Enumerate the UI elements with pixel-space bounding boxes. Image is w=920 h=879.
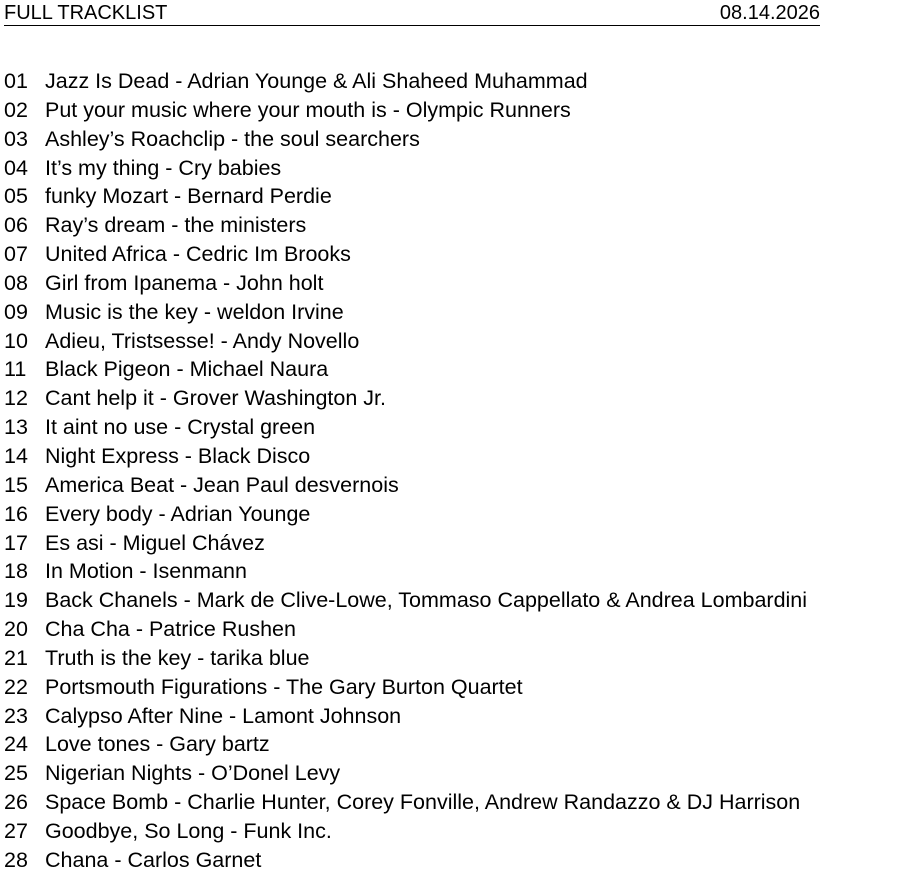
- track-number: 08: [4, 270, 28, 295]
- track-row: [4, 442, 807, 471]
- track-title: Cant help it - Grover Washington Jr.: [45, 386, 386, 411]
- track-number: 14: [4, 443, 28, 468]
- track-number: 22: [4, 674, 28, 699]
- track-row: [4, 298, 807, 327]
- track-row: [4, 96, 807, 125]
- track-row: [4, 355, 807, 384]
- track-number: 17: [4, 530, 28, 555]
- track-row: [4, 817, 807, 846]
- track-title: Adieu, Tristsesse! - Andy Novello: [45, 328, 360, 353]
- track-title: It’s my thing - Cry babies: [45, 155, 282, 180]
- track-title: Ray’s dream - the ministers: [45, 213, 307, 238]
- track-title: In Motion - Isenmann: [45, 559, 247, 584]
- track-title: Space Bomb - Charlie Hunter, Corey Fonville, Andrew Randazzo & DJ Harrison: [45, 790, 801, 815]
- track-title: Chana - Carlos Garnet: [45, 847, 262, 872]
- track-title: United Africa - Cedric Im Brooks: [45, 242, 351, 267]
- track-row: [4, 384, 807, 413]
- track-title: Love tones - Gary bartz: [45, 732, 270, 757]
- track-number: 12: [4, 386, 28, 411]
- track-number: 10: [4, 328, 28, 353]
- track-row: [4, 67, 807, 96]
- track-row: [4, 788, 807, 817]
- track-number: 01: [4, 69, 28, 93]
- track-number: 05: [4, 184, 28, 209]
- track-number: 04: [4, 155, 28, 180]
- track-title: Ashley’s Roachclip - the soul searchers: [45, 126, 420, 151]
- track-row: [4, 730, 807, 759]
- track-number: 28: [4, 847, 28, 872]
- track-title: Goodbye, So Long - Funk Inc.: [45, 818, 332, 843]
- track-number: 21: [4, 645, 28, 670]
- track-number: 06: [4, 213, 28, 238]
- track-title: Cha Cha - Patrice Rushen: [45, 617, 296, 642]
- track-row: [4, 154, 807, 183]
- track-row: [4, 644, 807, 673]
- track-title: Night Express - Black Disco: [45, 443, 311, 468]
- track-number: 23: [4, 703, 28, 728]
- track-row: [4, 673, 807, 702]
- tracklist: [4, 67, 807, 875]
- track-row: [4, 269, 807, 298]
- track-title: It aint no use - Crystal green: [45, 415, 316, 440]
- track-row: [4, 557, 807, 586]
- track-row: [4, 846, 807, 875]
- track-number: 11: [4, 357, 27, 382]
- tracklist-header: [4, 1, 820, 26]
- track-row: [4, 615, 807, 644]
- track-row: [4, 327, 807, 356]
- track-title: Black Pigeon - Michael Naura: [45, 357, 329, 382]
- track-title: Calypso After Nine - Lamont Johnson: [45, 703, 402, 728]
- track-title: Music is the key - weldon Irvine: [45, 299, 344, 324]
- track-number: 13: [4, 415, 28, 440]
- track-row: [4, 586, 807, 615]
- track-number: 19: [4, 588, 28, 613]
- track-title: Jazz Is Dead - Adrian Younge & Ali Shaheed Muhammad: [45, 69, 588, 93]
- track-row: [4, 125, 807, 154]
- track-number: 18: [4, 559, 28, 584]
- track-title: funky Mozart - Bernard Perdie: [45, 184, 332, 209]
- track-number: 07: [4, 242, 28, 267]
- track-title: Truth is the key - tarika blue: [45, 645, 310, 670]
- track-title: Nigerian Nights - O’Donel Levy: [45, 761, 341, 786]
- track-title: Back Chanels - Mark de Clive-Lowe, Tommaso Cappellato & Andrea Lombardini: [45, 588, 808, 613]
- track-title: Put your music where your mouth is - Olympic Runners: [45, 97, 571, 122]
- track-number: 25: [4, 761, 28, 786]
- header-date: 08.14.2026: [719, 2, 820, 24]
- track-number: 27: [4, 818, 28, 843]
- track-row: [4, 413, 807, 442]
- track-number: 20: [4, 617, 28, 642]
- track-title: America Beat - Jean Paul desvernois: [45, 472, 399, 497]
- track-row: [4, 471, 807, 500]
- track-row: [4, 529, 807, 558]
- track-number: 16: [4, 501, 28, 526]
- track-row: [4, 759, 807, 788]
- track-number: 15: [4, 472, 28, 497]
- track-number: 02: [4, 97, 28, 122]
- track-number: 09: [4, 299, 28, 324]
- track-row: [4, 211, 807, 240]
- track-title: Girl from Ipanema - John holt: [45, 270, 324, 295]
- track-number: 24: [4, 732, 28, 757]
- track-row: [4, 182, 807, 211]
- track-title: Every body - Adrian Younge: [45, 501, 311, 526]
- page-title: FULL TRACKLIST: [4, 2, 168, 24]
- track-title: Portsmouth Figurations - The Gary Burton Quartet: [45, 674, 523, 699]
- track-row: [4, 240, 807, 269]
- track-title: Es asi - Miguel Chávez: [45, 530, 265, 555]
- track-number: 26: [4, 790, 28, 815]
- track-row: [4, 702, 807, 731]
- track-row: [4, 500, 807, 529]
- track-number: 03: [4, 126, 28, 151]
